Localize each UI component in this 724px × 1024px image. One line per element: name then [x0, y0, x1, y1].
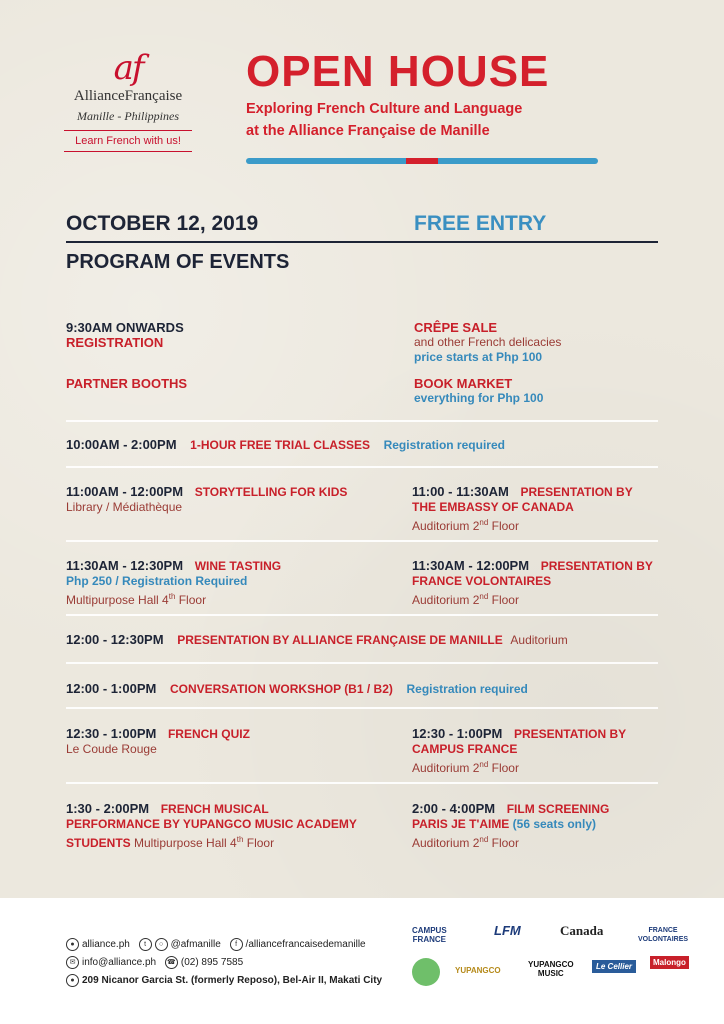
film-title: FILM SCREENING	[506, 802, 610, 816]
canada-location-text: Auditorium 2	[412, 519, 480, 533]
music-line-3	[66, 832, 357, 851]
divider	[66, 662, 658, 664]
wine-title: WINE TASTING	[194, 559, 282, 573]
divider	[66, 540, 658, 542]
french-quiz-block	[66, 726, 250, 757]
canada-location	[412, 515, 633, 534]
fv-location-end: Floor	[488, 593, 519, 607]
canada-location-end: Floor	[488, 519, 519, 533]
film-time: 2:00 - 4:00PM	[412, 801, 496, 816]
logo-name: AllianceFrançaise	[73, 88, 183, 104]
film-name: PARIS JE T'AIME	[412, 817, 510, 831]
subtitle-line-1: Exploring French Culture and Language	[246, 101, 523, 117]
page-title: OPEN HOUSE	[246, 47, 550, 96]
wine-location-text: Multipurpose Hall 4	[66, 593, 169, 607]
wine-location	[66, 589, 281, 608]
divider	[66, 614, 658, 616]
email-link[interactable]: info@alliance.ph	[82, 957, 157, 969]
phone-number[interactable]: (02) 895 7585	[180, 957, 244, 969]
music-title-3: STUDENTS	[66, 836, 131, 850]
fv-title-1: PRESENTATION BY	[540, 559, 653, 573]
peace-logo-icon	[412, 958, 440, 986]
header	[246, 48, 598, 140]
facebook-icon[interactable]: f	[230, 938, 243, 951]
crepe-sale-title: CRÊPE SALE	[414, 320, 498, 335]
campus-france-block	[412, 726, 626, 776]
trial-classes-row	[66, 437, 505, 453]
france-volontaires-logo	[638, 926, 688, 944]
canada-block	[412, 484, 633, 534]
trial-note: Registration required	[383, 438, 505, 452]
af-location: Auditorium	[510, 633, 568, 647]
music-title-1: FRENCH MUSICAL	[160, 802, 269, 816]
alliance-logo	[64, 48, 192, 152]
book-market-price: everything for Php 100	[414, 391, 544, 405]
cf-title-2: CAMPUS FRANCE	[412, 742, 518, 756]
fv-location-sup: nd	[479, 592, 489, 601]
af-presentation-row	[66, 632, 568, 648]
date-divider	[66, 241, 658, 243]
malongo-logo: Malongo	[650, 956, 689, 969]
mail-icon: ✉	[66, 956, 79, 969]
france-volontaires-logo-line-2: VOLONTAIRES	[638, 936, 689, 943]
canada-location-sup: nd	[479, 518, 489, 527]
registration-label: REGISTRATION	[66, 335, 164, 350]
af-logo-mark: af	[113, 48, 143, 88]
film-location-sup: nd	[479, 835, 489, 844]
crepe-sale-block	[414, 320, 561, 365]
lfm-logo: LFM	[494, 923, 521, 938]
film-location-text: Auditorium 2	[412, 836, 480, 850]
film-screening-block	[412, 801, 609, 851]
wine-time: 11:30AM - 12:30PM	[66, 558, 184, 573]
fv-location	[412, 589, 653, 608]
divider	[66, 707, 658, 709]
cf-location	[412, 757, 626, 776]
wine-location-end: Floor	[175, 593, 207, 607]
fv-time: 11:30AM - 12:00PM	[412, 558, 530, 573]
conv-title: CONVERSATION WORKSHOP (B1 / B2)	[169, 682, 393, 696]
trial-title: 1-HOUR FREE TRIAL CLASSES	[190, 438, 370, 452]
music-location-end: Floor	[243, 836, 275, 850]
yupangco-logo: YUPANGCO	[455, 966, 501, 975]
campus-france-logo-line-2: FRANCE	[412, 935, 446, 944]
book-market-title: BOOK MARKET	[414, 376, 513, 391]
address: 209 Nicanor Garcia St. (formerly Reposo), Bel-Air II, Makati City	[82, 975, 383, 987]
fv-location-text: Auditorium 2	[412, 593, 480, 607]
partner-booths	[66, 376, 187, 391]
program-heading: PROGRAM OF EVENTS	[66, 251, 290, 273]
registration-block	[66, 320, 184, 350]
globe-icon: ●	[66, 938, 79, 951]
music-time: 1:30 - 2:00PM	[66, 801, 150, 816]
trial-time: 10:00AM - 2:00PM	[66, 437, 177, 452]
wine-location-sup: th	[168, 592, 176, 601]
cf-time: 12:30 - 1:00PM	[412, 726, 503, 741]
storytelling-block	[66, 484, 347, 515]
registration-time: 9:30AM ONWARDS	[66, 320, 184, 335]
yupangco-music-logo-line-1: YUPANGCO	[528, 960, 574, 969]
twitter-icon[interactable]: t	[139, 938, 152, 951]
logo-divider-bottom	[64, 151, 192, 152]
facebook-link[interactable]: /alliancefrancaisedemanille	[245, 939, 366, 951]
conv-time: 12:00 - 1:00PM	[66, 681, 157, 696]
music-location: Multipurpose Hall 4	[130, 836, 237, 850]
cf-title-1: PRESENTATION BY	[513, 727, 627, 741]
quiz-location: Le Coude Rouge	[66, 742, 157, 756]
storytelling-time: 11:00AM - 12:00PM	[66, 484, 184, 499]
af-title: PRESENTATION BY ALLIANCE FRANÇAISE DE MANILLE	[177, 633, 503, 647]
film-location-end: Floor	[488, 836, 519, 850]
conv-note: Registration required	[406, 682, 528, 696]
france-volontaires-block	[412, 558, 653, 608]
logo-divider	[64, 130, 192, 131]
film-seats: (56 seats only)	[509, 817, 597, 831]
campus-france-logo	[412, 926, 447, 944]
instagram-icon[interactable]: ○	[155, 938, 168, 951]
film-location	[412, 832, 609, 851]
contact-row-2	[66, 956, 243, 969]
wine-price: Php 250 / Registration Required	[66, 574, 248, 588]
contact-row-1	[66, 938, 366, 951]
storytelling-title: STORYTELLING FOR KIDS	[194, 485, 348, 499]
logo-city: Manille - Philippines	[77, 109, 179, 123]
title-underline-accent	[406, 158, 438, 164]
crepe-sale-desc: and other French delicacies	[414, 335, 562, 349]
logo-tagline: Learn French with us!	[75, 135, 181, 147]
le-cellier-logo: Le Cellier	[592, 960, 636, 973]
yupangco-music-logo-line-2: MUSIC	[537, 969, 564, 978]
subtitle-line-2: at the Alliance Française de Manille	[246, 123, 490, 139]
film-name-line	[412, 817, 609, 832]
cf-location-text: Auditorium 2	[412, 761, 480, 775]
free-entry: FREE ENTRY	[414, 212, 547, 235]
musical-performance-block	[66, 801, 357, 851]
campus-france-logo-line-1: CAMPUS	[412, 926, 447, 935]
quiz-title: FRENCH QUIZ	[167, 727, 250, 741]
event-date: OCTOBER 12, 2019	[66, 212, 259, 235]
canada-logo: Canada	[560, 923, 604, 938]
yupangco-music-logo	[528, 960, 574, 978]
crepe-sale-price: price starts at Php 100	[414, 350, 543, 364]
partner-booths-label: PARTNER BOOTHS	[66, 376, 188, 391]
fv-title-2: FRANCE VOLONTAIRES	[412, 574, 552, 588]
quiz-time: 12:30 - 1:00PM	[66, 726, 157, 741]
divider	[66, 782, 658, 784]
wine-tasting-block	[66, 558, 281, 608]
storytelling-location: Library / Médiathèque	[66, 500, 183, 514]
cf-location-end: Floor	[488, 761, 519, 775]
music-location-sup: th	[236, 835, 244, 844]
music-title-2: PERFORMANCE BY YUPANGCO MUSIC ACADEMY	[66, 817, 357, 831]
canada-title-1: PRESENTATION BY	[520, 485, 633, 499]
cf-location-sup: nd	[479, 760, 489, 769]
france-volontaires-logo-line-1: FRANCE	[648, 927, 678, 934]
contact-row-3	[66, 974, 382, 987]
canada-title-2: THE EMBASSY OF CANADA	[412, 500, 574, 514]
footer	[0, 898, 724, 1024]
canada-time: 11:00 - 11:30AM	[412, 484, 509, 499]
title-underline-bar	[246, 158, 598, 164]
book-market-block	[414, 376, 543, 406]
af-time: 12:00 - 12:30PM	[66, 632, 164, 647]
phone-icon: ☎	[165, 956, 178, 969]
divider	[66, 466, 658, 468]
social-handle[interactable]: @afmanille	[170, 939, 221, 951]
conversation-workshop-row	[66, 681, 528, 697]
divider	[66, 420, 658, 422]
website-link[interactable]: alliance.ph	[82, 939, 130, 951]
location-pin-icon: ●	[66, 974, 79, 987]
